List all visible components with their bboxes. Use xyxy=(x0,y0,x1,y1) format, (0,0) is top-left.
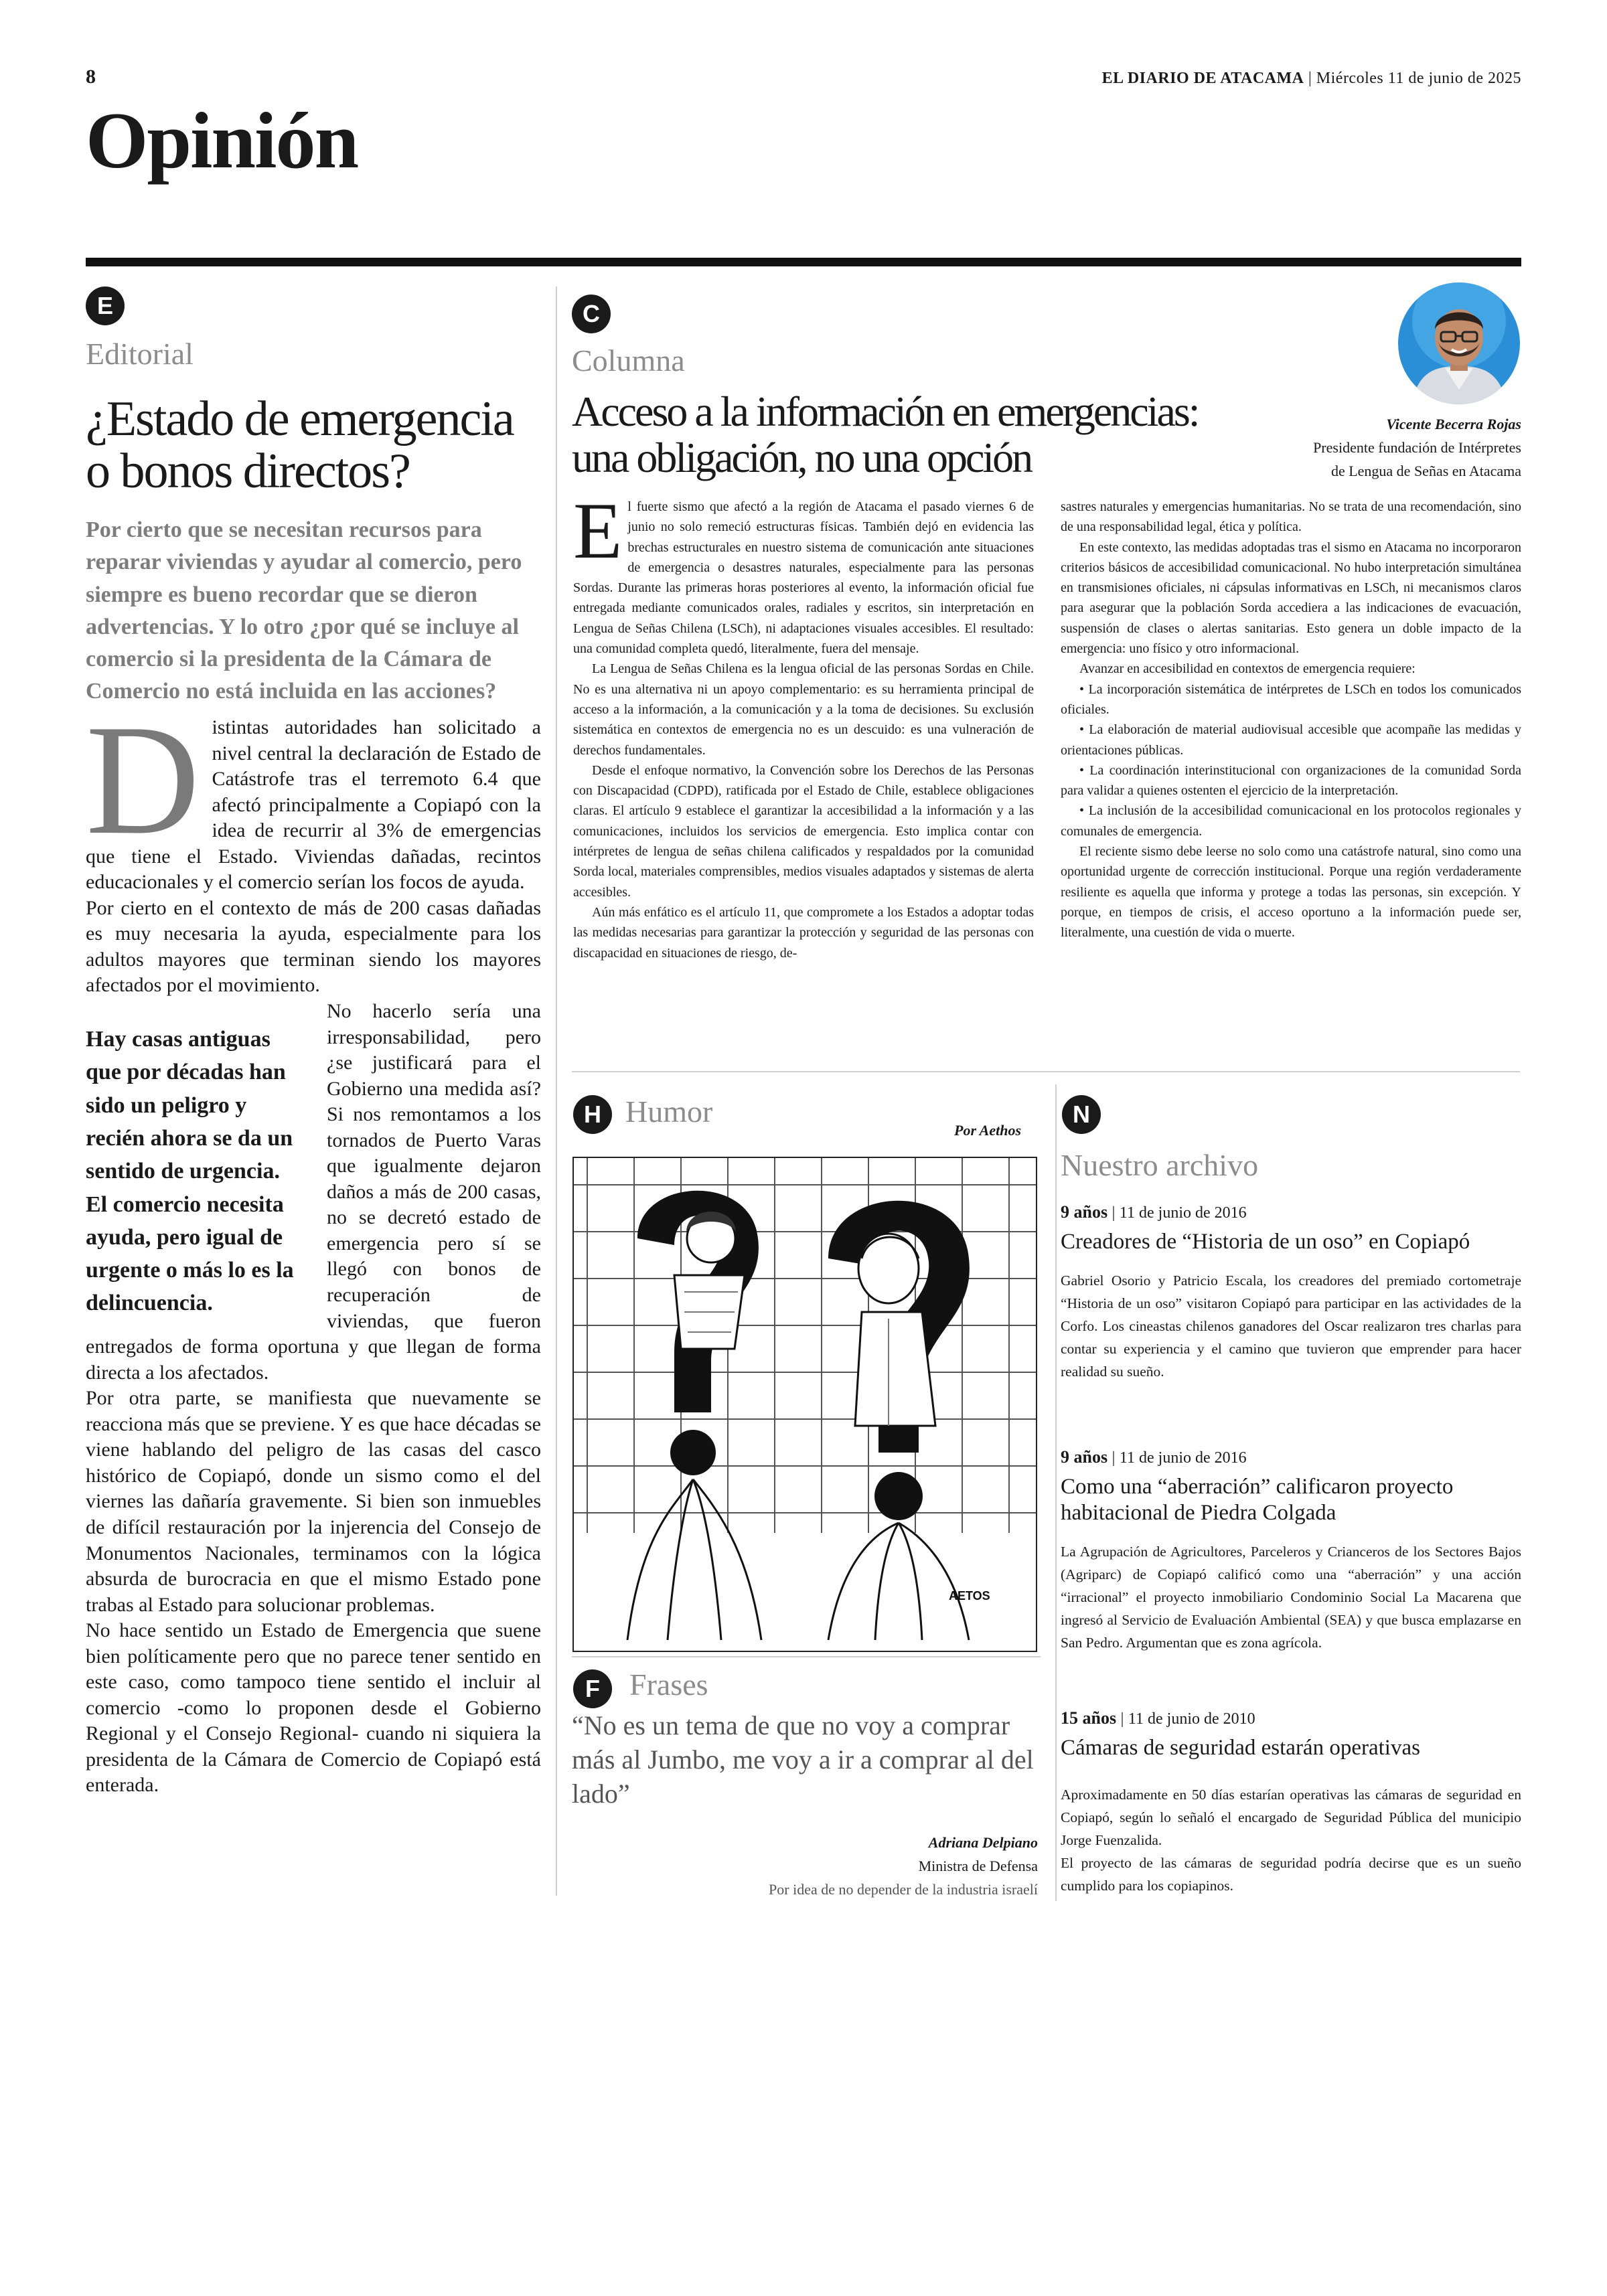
archivo-text xyxy=(1061,1270,1521,1384)
editorial-kicker: Editorial xyxy=(86,337,194,371)
archivo-paragraph: El proyecto de las cámaras de seguridad podría decirse que es un sueño cumplido para los copiapinos. xyxy=(1061,1854,1521,1894)
archivo-item xyxy=(1061,1447,1521,1655)
archivo-paragraph: Gabriel Osorio y Patricio Escala, los creadores del premiado cortometraje “Historia de un oso” visitaron Copiapó para participar en las actividades de la Corfo. Los cineastas chilenos ganadores del Oscar realizaron tres charlas para contar su experiencia y el camino que tuvieron que emprender para hacer realidad su sueño. xyxy=(1061,1272,1521,1380)
columna-paragraph: Avanzar en accesibilidad en contextos de emergencia requiere: xyxy=(1079,661,1415,677)
editorial-paragraph: istintas autoridades han solicitado a nivel central la declaración de Estado de Catástrofe tras el terremoto 6.4 que afectó principalmente a Copiapó con la idea de recurrir al 3% de emergencias que tiene el Estado. Viviendas dañadas, recintos educacionales y el comercio serían los focos de ayuda. xyxy=(86,716,541,894)
archivo-title: Como una “aberración” calificaron proyecto habitacional de Piedra Colgada xyxy=(1061,1475,1454,1525)
frases-badge: F xyxy=(573,1669,612,1708)
archivo-kicker: Nuestro archivo xyxy=(1061,1148,1259,1182)
archivo-paragraph: Aproximadamente en 50 días estarían operativas las cámaras de seguridad en Copiapó, según lo señaló el encargado de Seguridad Pública del municipio Jorge Fuenzalida. xyxy=(1061,1786,1521,1848)
archivo-date: 11 de junio de 2010 xyxy=(1128,1710,1255,1728)
humor-cartoon xyxy=(572,1157,1037,1652)
edition-date: Miércoles 11 de junio de 2025 xyxy=(1316,70,1521,87)
archivo-years: 9 años xyxy=(1061,1202,1108,1222)
column-divider-left xyxy=(556,286,557,1896)
frases-quote: “No es un tema de que no voy a comprar más al Jumbo, me voy a ir a comprar al del lado” xyxy=(572,1710,1034,1809)
columna-text-left xyxy=(573,486,1034,963)
columna-title-line2: una obligación, no una opción xyxy=(572,434,1032,482)
archivo-paragraph: La Agrupación de Agricultores, Parceleros y Crianceros de los Sectores Bajos (Agriparc) de Copiapó calificó como una “aberración” y una acción “irracional” el proyecto inmobiliario Condominio Social La Macarena que ingresó al Servicio de Evaluación Ambiental (SEA) y que busca emplazarse en San Pedro. Argumentan que es zona agrícola. xyxy=(1061,1543,1521,1651)
masthead: EL DIARIO DE ATACAMA | Miércoles 11 de junio de 2025 xyxy=(1101,70,1521,87)
humor-badge: H xyxy=(573,1095,612,1134)
columna-badge: C xyxy=(572,295,611,333)
columna-title xyxy=(572,388,1282,481)
columna-paragraph: En este contexto, las medidas adoptadas tras el sismo en Atacama no incorporaron criterios básicos de accesibilidad comunicacional. No hubo interpretación simultánea en transmisiones oficiales, ni cápsulas informativas en LSCh, ni mecanismos claros para asegurar que la población Sorda accediera a las indicaciones de evacuación, suspensión de clases o alertas sanitarias. Esto genera un doble impacto de la emergencia: uno físico y otro informacional. xyxy=(1061,540,1521,657)
editorial-paragraph: Por cierto en el contexto de más de 200 casas dañadas es muy necesaria la ayuda, especialmente para los adultos mayores que terminan siendo los mayores afectados por el movimiento. xyxy=(86,896,541,997)
editorial-badge: E xyxy=(86,286,125,325)
page-number: 8 xyxy=(86,66,96,88)
columna-bullet: • La inclusión de la accesibilidad comunicacional en los protocolos regionales y comunales de emergencia. xyxy=(1061,803,1521,839)
humor-bottom-rule xyxy=(572,1656,1041,1657)
columna-bottom-rule xyxy=(572,1071,1520,1072)
editorial-paragraph: No hace sentido un Estado de Emergencia que suene bien políticamente pero que no parece tener sentido en este caso, como tampoco tiene sentido el incluir al comercio -como lo proponen desde el Gobierno Regional y el Consejo Regional- cuando ni siquiera la presidenta de la Cámara de Comercio de Copiapó está enterada. xyxy=(86,1619,541,1797)
columna-dropcap: E xyxy=(573,486,623,575)
columna-paragraph: La Lengua de Señas Chilena es la lengua oficial de las personas Sordas en Chile. No es una alternativa ni un apoyo complementario: es su herramienta principal de acceso a la información, a la comunicación y a la toma de decisiones. Su exclusión sistemática en contextos de emergencia no es un descuido: es una vulneración de derechos fundamentales. xyxy=(573,661,1034,758)
columna-paragraph: sastres naturales y emergencias humanitarias. No se trata de una recomendación, sino de una responsabilidad legal, ética y política. xyxy=(1061,499,1521,535)
columna-paragraph: Desde el enfoque normativo, la Convención sobre los Derechos de las Personas con Discapacidad (CDPD), ratificada por el Estado de Chile, establece obligaciones claras. El artículo 9 establece el garantizar la accesibilidad a la información y a las comunicaciones, incluidos los servicios de emergencia. Esto implica contar con intérpretes de lengua de señas chilena calificados y respaldados por la comunidad Sorda local, materiales comprensibles, medios visuales adaptados y sistemas de alerta accesibles. xyxy=(573,762,1034,900)
archivo-badge: N xyxy=(1062,1095,1101,1134)
columna-text-right xyxy=(1061,497,1521,943)
editorial-paragraph: No hacerlo sería una irresponsabilidad, pero ¿se justificará para el Gobierno una medida así? Si nos remontamos a los tornados de Puerto Varas que igualmente dejaron daños a más de 200 casas, no se decretó estado de emergencia pero sí se llegó con bonos de recuperación de viviendas, que fueron entregados de forma oportuna y que llegan de forma directa a los afectados. xyxy=(86,1000,541,1384)
archivo-text xyxy=(1061,1784,1521,1898)
frases-attribution xyxy=(769,1831,1038,1901)
columna-bullet: • La incorporación sistemática de intérpretes de LSCh en todos los comunicados oficiales. xyxy=(1061,681,1521,717)
archivo-item-header: 15 años | 11 de junio de 2010 xyxy=(1061,1708,1255,1728)
columna-bullet: • La coordinación interinstitucional con organizaciones de la comunidad Sorda para validar a quienes ostenten el ejercicio de la interpretación. xyxy=(1061,762,1521,799)
frases-role: Ministra de Defensa xyxy=(918,1857,1038,1874)
archivo-item-header: 9 años | 11 de junio de 2016 xyxy=(1061,1447,1247,1467)
frases-author: Adriana Delpiano xyxy=(928,1834,1038,1851)
columna-title-line1: Acceso a la información en emergencias: xyxy=(572,388,1199,435)
editorial-body xyxy=(86,693,541,1799)
archivo-text xyxy=(1061,1541,1521,1655)
columna-paragraph: l fuerte sismo que afectó a la región de Atacama el pasado viernes 6 de junio no solo remeció estructuras físicas. También dejó en evidencia las brechas estructurales en nuestro sistema de comunicación ante situaciones de emergencia o desastres naturales, especialmente para las personas Sordas. Durante las primeras horas posteriores al evento, la información oficial fue entregada mediante comunicados orales, radiales y escritos, sin interpretación en Lengua de Señas Chilena (LSCh), ni adaptaciones visuales accesibles. El resultado: una comunidad completa quedó, literalmente, fuera del mensaje. xyxy=(573,499,1034,657)
editorial-dropcap: D xyxy=(86,693,200,868)
section-rule xyxy=(86,258,1521,266)
archivo-item xyxy=(1061,1708,1521,1898)
editorial-paragraph: Por otra parte, se manifiesta que nuevamente se reacciona más que se previene. Y es que hace décadas se viene hablando del peligro de las casas del casco histórico de Copiapó, donde un sismo como el del viernes las dañaría gravemente. Si bien son inmuebles de difícil restauración por la injerencia del Consejo de Monumentos Nacionales, terminamos con la lógica absurda de burocracia en que el mismo Estado pone trabas al Estado para solucionar problemas. xyxy=(86,1387,541,1616)
archivo-title: Creadores de “Historia de un oso” en Copiapó xyxy=(1061,1230,1470,1254)
newspaper-name: EL DIARIO DE ATACAMA xyxy=(1101,70,1304,87)
columna-paragraph: Aún más enfático es el artículo 11, que compromete a los Estados a adoptar todas las medidas necesarias para garantizar la protección y seguridad de las personas con discapacidad en situaciones de riesgo, de- xyxy=(573,904,1034,961)
cartoon-signature: AETOS xyxy=(949,1589,990,1603)
author-name: Vicente Becerra Rojas xyxy=(1386,416,1521,432)
archivo-item-header: 9 años | 11 de junio de 2016 xyxy=(1061,1202,1247,1222)
archivo-date: 11 de junio de 2016 xyxy=(1119,1449,1247,1467)
columna-paragraph: El reciente sismo debe leerse no solo como una catástrofe natural, sino como una oportunidad urgente de corrección institucional. Porque una región verdaderamente resiliente es aquella que informa y protege a todas las personas, sin excepción. Y porque, en tiempos de crisis, el acceso oportuno a la información puede ser, literalmente, una cuestión de vida o muerte. xyxy=(1061,844,1521,940)
author-role: de Lengua de Señas en Atacama xyxy=(1330,463,1521,480)
frases-note: Por idea de no depender de la industria israelí xyxy=(769,1880,1038,1898)
archivo-date: 11 de junio de 2016 xyxy=(1119,1204,1247,1222)
columna-bullet: • La elaboración de material audiovisual accesible que acompañe las medidas y orientaciones públicas. xyxy=(1061,722,1521,758)
archivo-item xyxy=(1061,1202,1521,1384)
author-photo xyxy=(1398,282,1520,404)
frases-kicker: Frases xyxy=(629,1667,708,1702)
author-role: Presidente fundación de Intérpretes xyxy=(1313,439,1521,457)
editorial-pullquote: Hay casas antiguas que por décadas han sido un peligro y recién ahora se da un sentido de urgencia. El comercio necesita ayuda, pero igual de urgente o más lo es la delincuencia. xyxy=(86,1027,294,1316)
archivo-years: 15 años xyxy=(1061,1708,1117,1728)
editorial-subtitle: Por cierto que se necesitan recursos para reparar viviendas y ayudar al comercio, pero siempre es bueno recordar que se dieron advertencias. Y lo otro ¿por qué se incluye al comercio si la presidenta de la Cámara de Comercio no está incluida en las acciones? xyxy=(86,517,522,704)
editorial-title: ¿Estado de emergencia o bonos directos? xyxy=(86,392,514,499)
columna-author xyxy=(1313,412,1521,483)
humor-kicker: Humor xyxy=(625,1094,713,1129)
columna-kicker: Columna xyxy=(572,343,685,378)
section-title: Opinión xyxy=(86,96,358,185)
archivo-years: 9 años xyxy=(1061,1447,1108,1467)
column-divider-right xyxy=(1055,1084,1057,1901)
humor-byline: Por Aethos xyxy=(954,1122,1022,1139)
archivo-title: Cámaras de seguridad estarán operativas xyxy=(1061,1736,1420,1760)
